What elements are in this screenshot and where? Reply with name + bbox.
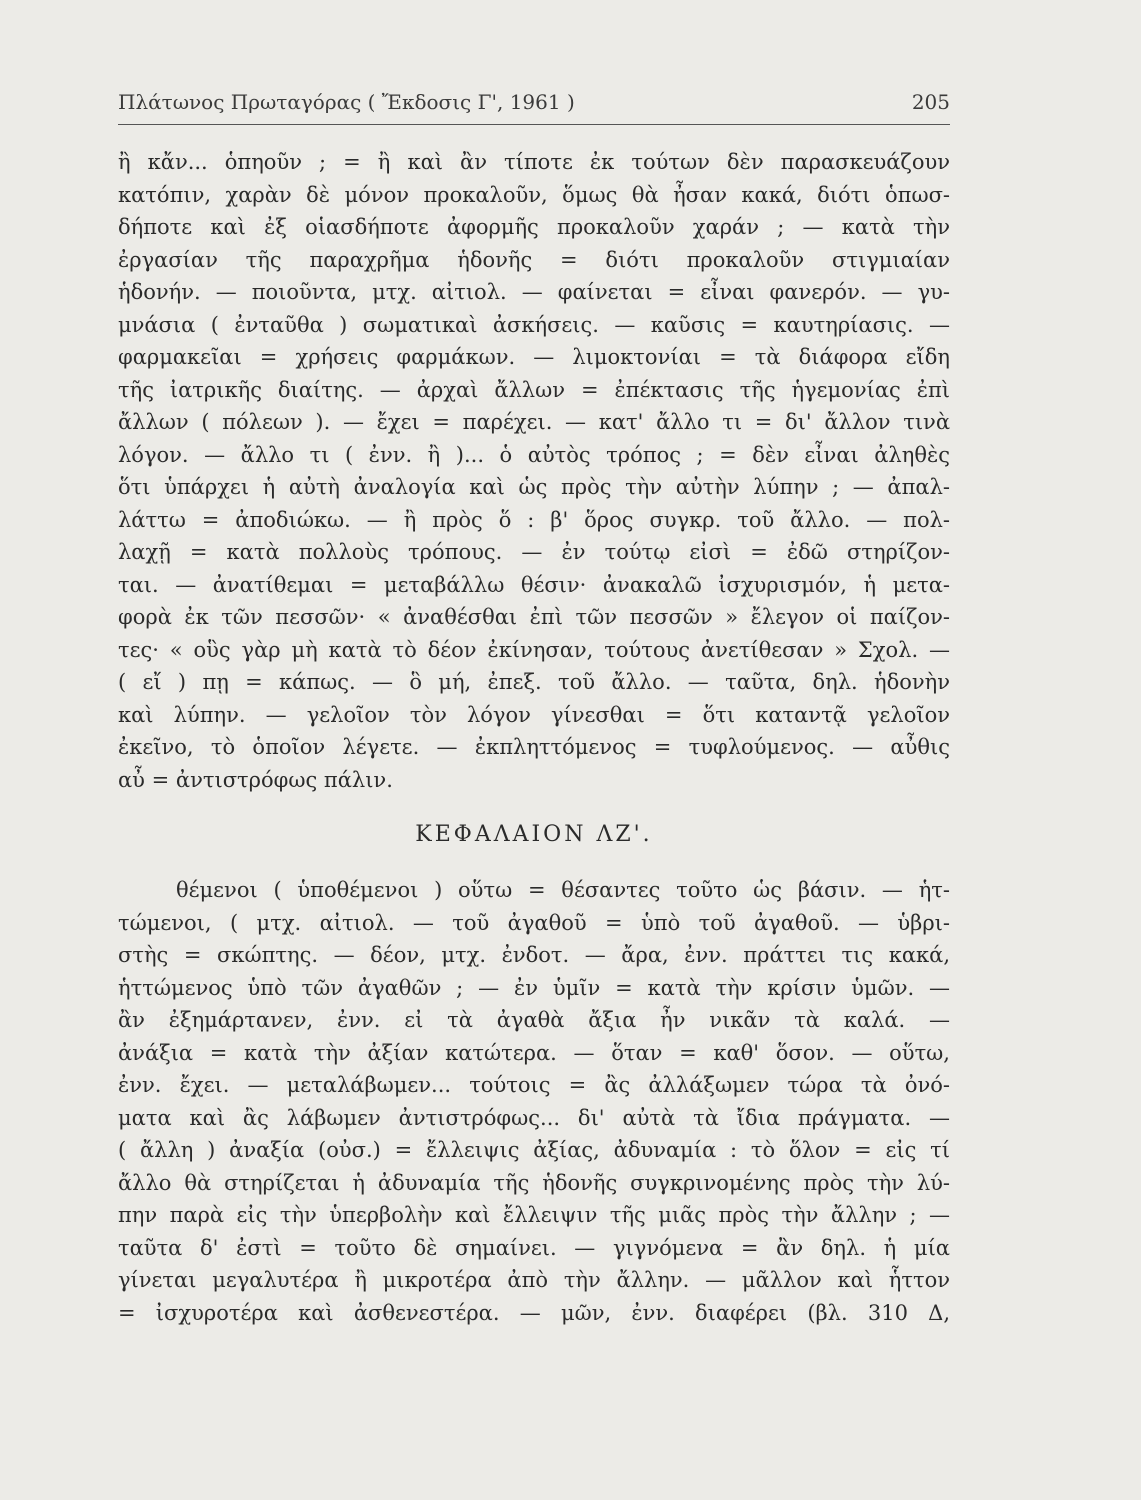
page-number: 205: [911, 90, 950, 114]
text-line: λαχῇ = κατὰ πολλοὺς τρόπους. — ἐν τούτῳ εἰσὶ = ἐδῶ στηρίζον-: [118, 540, 950, 564]
text-line: ἄλλων ( πόλεων ). — ἔχει = παρέχει. — κατ' ἄλλο τι = δι' ἄλλον τινὰ: [118, 410, 950, 434]
text-line: λόγον. — ἄλλο τι ( ἐνν. ἢ )... ὁ αὐτὸς τρόπος ; = δὲν εἶναι ἀληθὲς: [118, 442, 950, 467]
text-line: μνάσια ( ἐνταῦθα ) σωματικαὶ ἀσκήσεις. — καῦσις = καυτηρίασις. —: [118, 312, 950, 337]
text-line: ἀνάξια = κατὰ τὴν ἀξίαν κατώτερα. — ὅταν = καθ' ὅσον. — οὕτω,: [118, 1040, 950, 1065]
text-line: ἄλλο θὰ στηρίζεται ἡ ἀδυναμία τῆς ἡδονῆς συγκρινομένης πρὸς τὴν λύ-: [118, 1170, 950, 1195]
text-line: ἐργασίαν τῆς παραχρῆμα ἡδονῆς = διότι προκαλοῦν στιγμιαίαν: [118, 247, 950, 272]
book-title: Πλάτωνος Πρωταγόρας ( Ἔκδοσις Γ', 1961 ): [118, 90, 575, 114]
commentary-body: [118, 146, 950, 1329]
running-header: [118, 90, 950, 114]
text-line: δήποτε καὶ ἐξ οἱασδήποτε ἀφορμῆς προκαλοῦν χαράν ; — κατὰ τὴν: [118, 215, 950, 239]
text-line: ἐνν. ἔχει. — μεταλάβωμεν... τούτοις = ἂς ἀλλάξωμεν τώρα τὰ ὀνό-: [118, 1073, 950, 1097]
text-line: λάττω = ἀποδιώκω. — ἢ πρὸς ὅ : β' ὅρος συγκρ. τοῦ ἄλλο. — πολ-: [118, 507, 950, 532]
section-2: [118, 874, 950, 1329]
text-line: ( εἴ ) πῃ = κάπως. — ὃ μή, ἐπεξ. τοῦ ἄλλο. — ταῦτα, δηλ. ἡδονὴν: [118, 670, 950, 694]
text-line: ἡττώμενος ὑπὸ τῶν ἀγαθῶν ; — ἐν ὑμῖν = κατὰ τὴν κρίσιν ὑμῶν. —: [118, 975, 950, 1000]
text-line: γίνεται μεγαλυτέρα ἢ μικροτέρα ἀπὸ τὴν ἄλλην. — μᾶλλον καὶ ἧττον: [118, 1268, 950, 1292]
text-line: ( ἄλλη ) ἀναξία (οὐσ.) = ἔλλειψις ἀξίας, ἀδυναμία : τὸ ὅλον = εἰς τί: [118, 1138, 950, 1162]
text-line: ἂν ἐξημάρτανεν, ἐνν. εἰ τὰ ἀγαθὰ ἄξια ἦν νικᾶν τὰ καλά. —: [118, 1008, 950, 1032]
text-line: ἡδονήν. — ποιοῦντα, μτχ. αἰτιολ. — φαίνεται = εἶναι φανερόν. — γυ-: [118, 280, 950, 304]
chapter-heading: ΚΕΦΑΛΑΙΟΝ ΛΖ'.: [415, 822, 653, 847]
text-line: τῆς ἰατρικῆς διαίτης. — ἀρχαὶ ἄλλων = ἐπέκτασις τῆς ἡγεμονίας ἐπὶ: [118, 377, 950, 402]
text-line: κατόπιν, χαρὰν δὲ μόνον προκαλοῦν, ὅμως θὰ ἦσαν κακά, διότι ὁπωσ-: [118, 182, 950, 207]
text-line: ὅτι ὑπάρχει ἡ αὐτὴ ἀναλογία καὶ ὡς πρὸς τὴν αὐτὴν λύπην ; — ἀπαλ-: [118, 475, 950, 499]
text-line: ἢ κἄν... ὁπηοῦν ; = ἢ καὶ ἂν τίποτε ἐκ τούτων δὲν παρασκευάζουν: [118, 150, 950, 174]
text-line: τες· « οὓς γὰρ μὴ κατὰ τὸ δέον ἐκίνησαν, τούτους ἀνετίθεσαν » Σχολ. —: [118, 637, 950, 662]
header-rule: [118, 124, 950, 125]
text-line: = ἰσχυροτέρα καὶ ἀσθενεστέρα. — μῶν, ἐνν. διαφέρει (βλ. 310 Δ,: [118, 1300, 950, 1325]
text-line: φορὰ ἐκ τῶν πεσσῶν· « ἀναθέσθαι ἐπὶ τῶν πεσσῶν » ἔλεγον οἱ παίζον-: [118, 605, 950, 629]
text-line: πην παρὰ εἰς τὴν ὑπερβολὴν καὶ ἔλλειψιν τῆς μιᾶς πρὸς τὴν ἄλλην ; —: [118, 1203, 950, 1227]
text-line: ἐκεῖνο, τὸ ὁποῖον λέγετε. — ἐκπληττόμενος = τυφλούμενος. — αὖθις: [118, 735, 950, 759]
text-line: αὖ = ἀντιστρόφως πάλιν.: [118, 767, 393, 792]
section-1: [118, 146, 950, 796]
text-line: ταῦτα δ' ἐστὶ = τοῦτο δὲ σημαίνει. — γιγνόμενα = ἂν δηλ. ἡ μία: [118, 1235, 950, 1260]
text-line: τώμενοι, ( μτχ. αἰτιολ. — τοῦ ἀγαθοῦ = ὑπὸ τοῦ ἀγαθοῦ. — ὑβρι-: [118, 910, 950, 935]
text-line: καὶ λύπην. — γελοῖον τὸν λόγον γίνεσθαι = ὅτι καταντᾷ γελοῖον: [118, 702, 950, 727]
text-line: θέμενοι ( ὑποθέμενοι ) οὕτω = θέσαντες τοῦτο ὡς βάσιν. — ἡτ-: [176, 878, 950, 902]
text-line: στὴς = σκώπτης. — δέον, μτχ. ἐνδοτ. — ἄρα, ἐνν. πράττει τις κακά,: [118, 943, 950, 967]
text-line: ματα καὶ ἂς λάβωμεν ἀντιστρόφως... δι' αὐτὰ τὰ ἴδια πράγματα. —: [118, 1105, 950, 1130]
text-line: φαρμακεῖαι = χρήσεις φαρμάκων. — λιμοκτονίαι = τὰ διάφορα εἴδη: [118, 345, 950, 369]
text-line: ται. — ἀνατίθεμαι = μεταβάλλω θέσιν· ἀνακαλῶ ἰσχυρισμόν, ἡ μετα-: [118, 572, 950, 597]
